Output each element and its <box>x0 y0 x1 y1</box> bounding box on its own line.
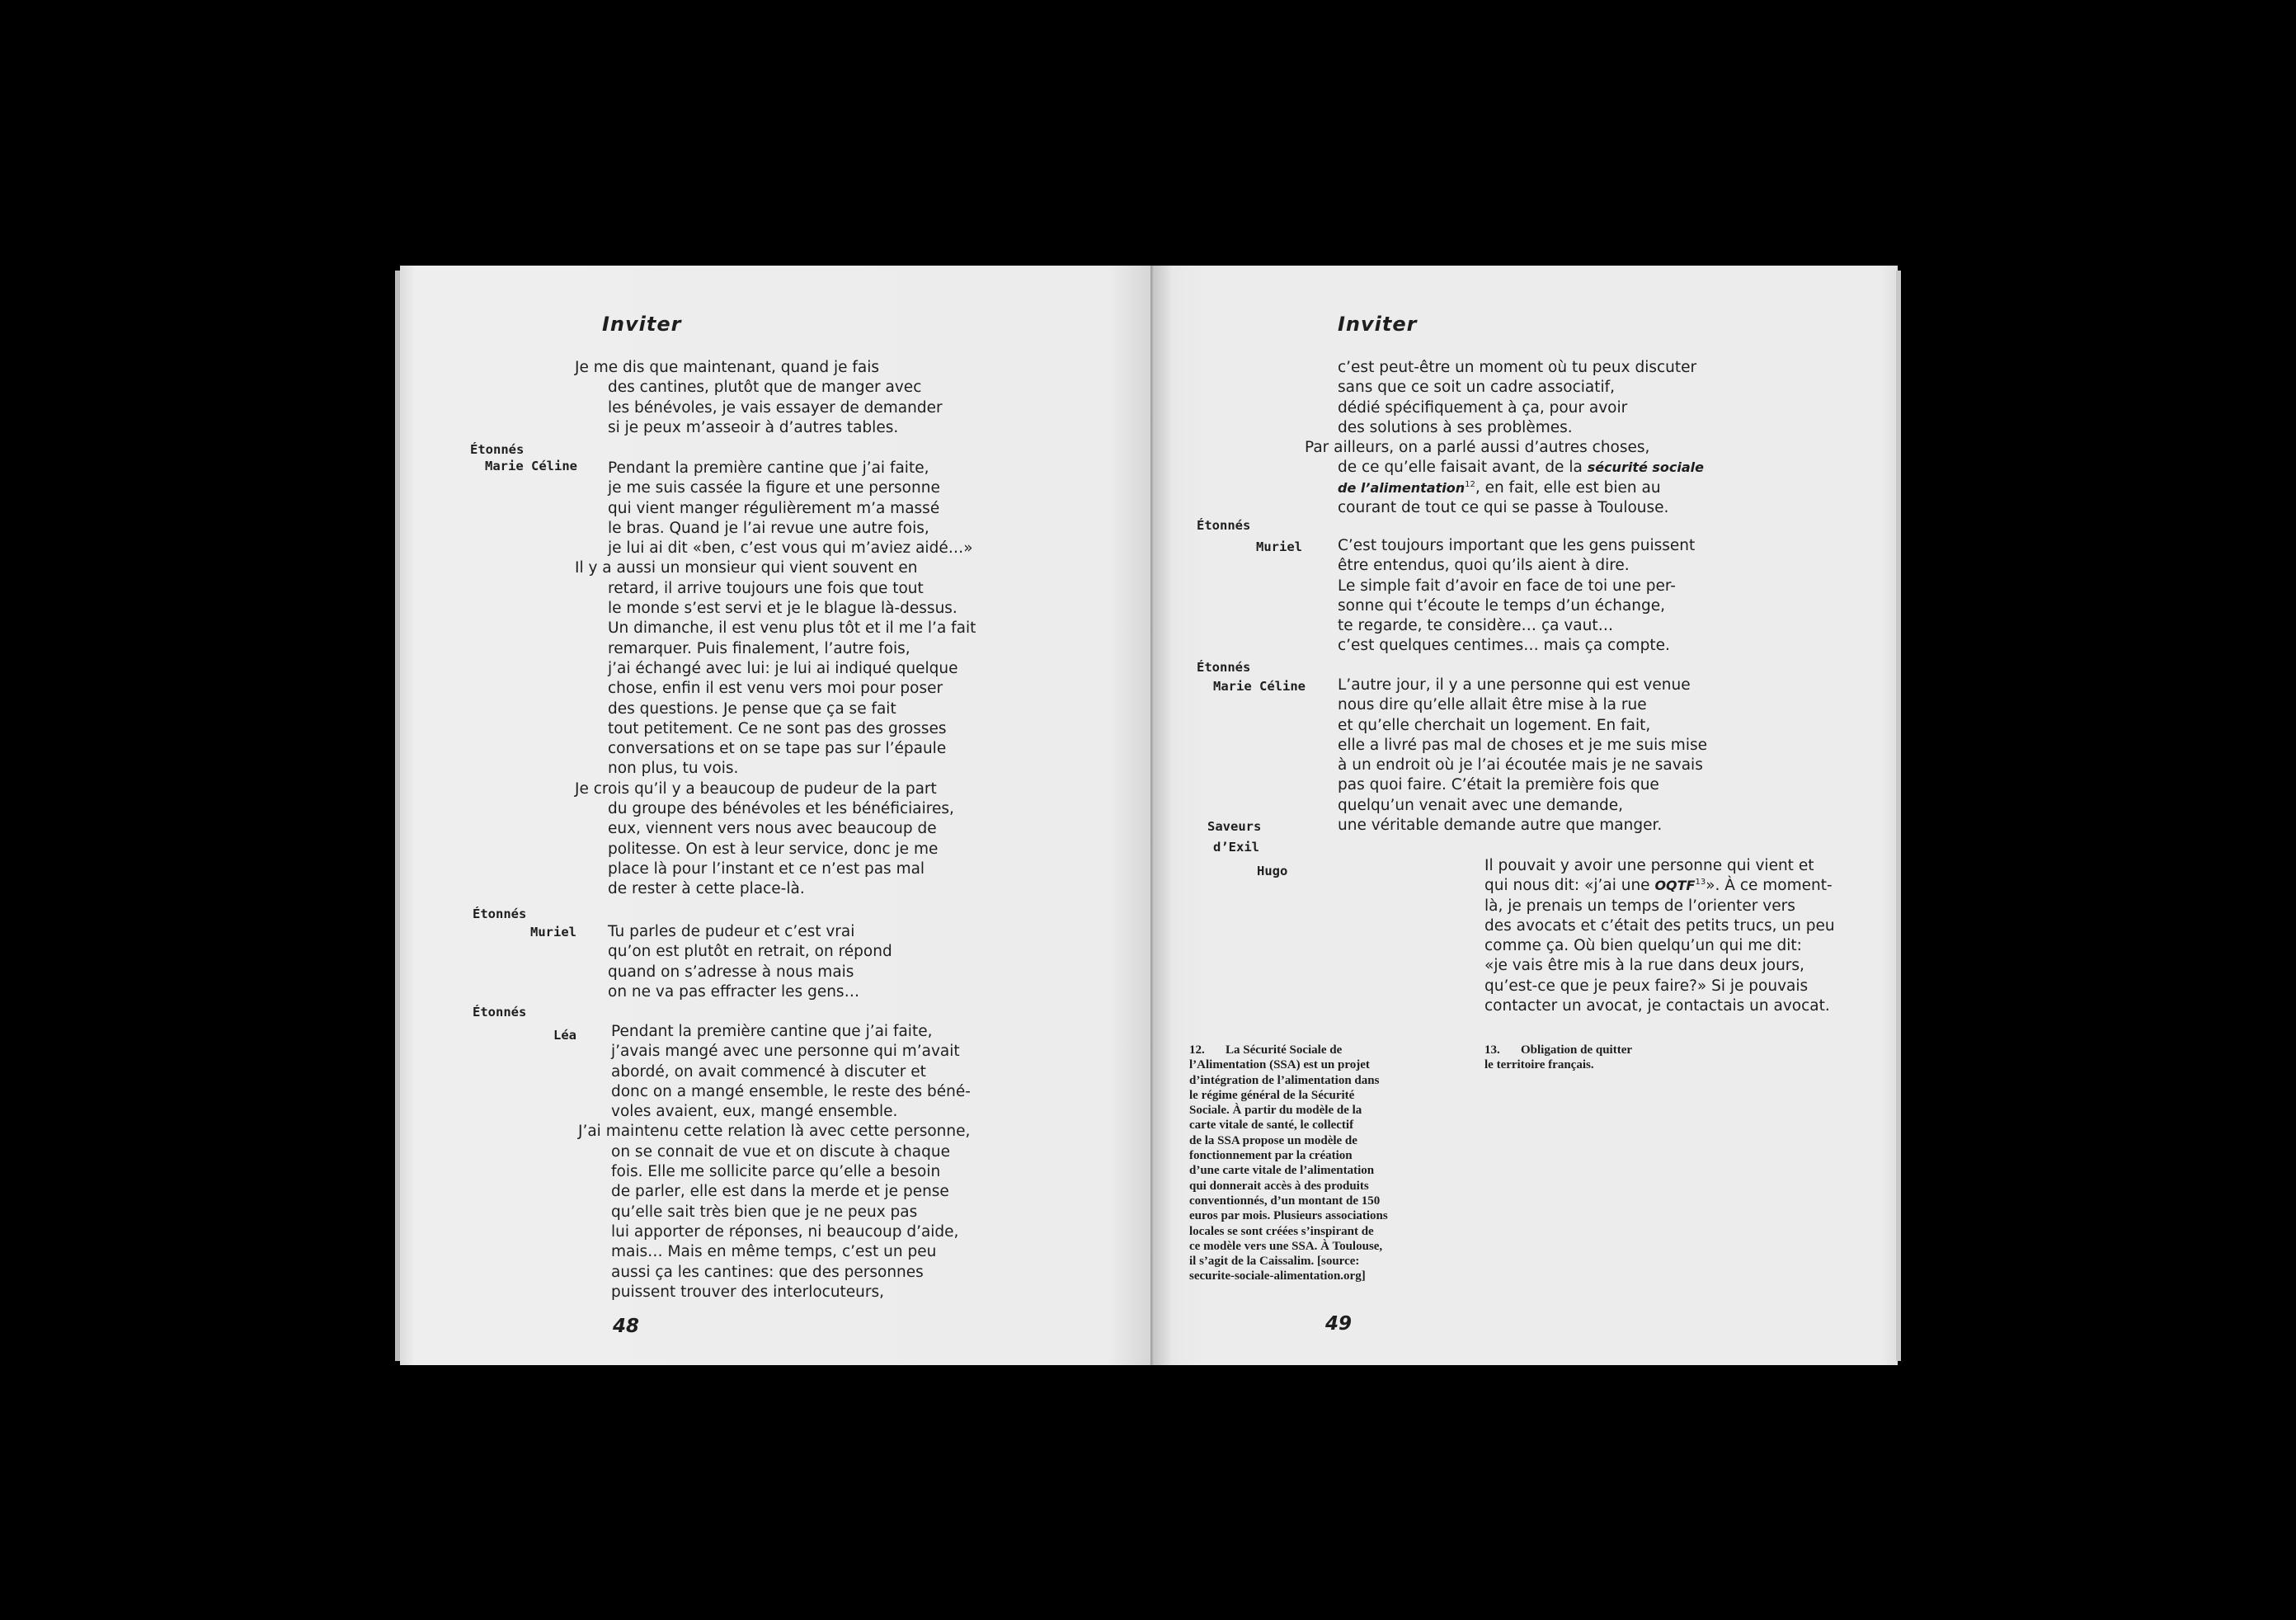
text-line: courant de tout ce qui se passe à Toulouse. <box>1338 499 1669 517</box>
text-line: donc on a mangé ensemble, le reste des béné- <box>611 1082 971 1100</box>
text-line: qu’on est plutôt en retrait, on répond <box>608 943 892 961</box>
text-block-marie-celine <box>575 459 976 900</box>
text-line: politesse. On est à leur service, donc je me <box>608 840 939 858</box>
text-line: une véritable demande autre que manger. <box>1338 817 1663 835</box>
text-line: contacter un avocat, je contactais un avocat. <box>1484 997 1830 1015</box>
text-block-muriel <box>608 922 892 1002</box>
footnote-line: fonctionnement par la création <box>1189 1149 1353 1163</box>
text-line: te regarde, te considère… ça vaut… <box>1338 617 1614 635</box>
text-line: Il pouvait y avoir une personne qui vient et <box>1484 857 1814 874</box>
text-line: de rester à cette place-là. <box>608 880 805 898</box>
text-line: dédié spécifiquement à ça, pour avoir <box>1338 398 1628 417</box>
text-line: si je peux m’asseoir à d’autres tables. <box>608 418 899 436</box>
text-line: j’avais mangé avec une personne qui m’avait <box>611 1043 960 1061</box>
text-line: du groupe des bénévoles et les bénéficiaires, <box>608 800 954 818</box>
text-line: pas quoi faire. C’était la première fois que <box>1338 776 1659 794</box>
footnote-line: locales se sont créées s’inspirant de <box>1189 1224 1374 1238</box>
footnote-ref[interactable]: 13 <box>1695 878 1706 888</box>
footnote-line: l’Alimentation (SSA) est un projet <box>1189 1058 1370 1072</box>
text-line: C’est toujours important que les gens puissent <box>1338 537 1696 554</box>
speaker-name: Muriel <box>1256 539 1302 554</box>
footnote-12 <box>1189 1043 1388 1284</box>
left-page <box>400 266 1155 1365</box>
text-line: quelqu’un venait avec une demande, <box>1338 796 1623 814</box>
text-line: le monde s’est servi et je le blague là-dessus. <box>608 600 957 618</box>
text-line: sonne qui t’écoute le temps d’un échange, <box>1338 596 1666 615</box>
running-title-left: Inviter <box>602 313 682 336</box>
oqtf-term: OQTF <box>1654 878 1696 894</box>
text-line: j’ai échangé avec lui: je lui ai indiqué quelque <box>608 659 958 677</box>
text-line: non plus, tu vois. <box>608 760 739 778</box>
speaker-name: Marie Céline <box>1213 679 1306 694</box>
text-line: Je crois qu’il y a beaucoup de pudeur de la part <box>575 779 937 798</box>
text-line: chose, enfin il est venu vers moi pour poser <box>608 680 943 698</box>
ssa-term-cont: de l’alimentation <box>1338 479 1466 496</box>
text-line: on ne va pas effracter les gens… <box>608 982 860 1001</box>
text-fragment: , en fait, elle est bien au <box>1475 478 1661 497</box>
speaker-group: Étonnés <box>1197 660 1251 675</box>
text-line: on se connait de vue et on discute à chaque <box>611 1142 950 1161</box>
footnote-line: d’intégration de l’alimentation dans <box>1189 1073 1380 1087</box>
footnote-line: carte vitale de santé, le collectif <box>1189 1118 1354 1133</box>
text-line: aussi ça les cantines: que des personnes <box>611 1263 924 1281</box>
page-number-left: 48 <box>613 1316 640 1337</box>
text-line: qu’est-ce que je peux faire?» Si je pouvais <box>1484 977 1809 995</box>
text-line: place là pour l’instant et ce n’est pas mal <box>608 859 925 878</box>
text-line: et qu’elle cherchait un logement. En fait, <box>1338 716 1651 734</box>
text-line: tout petitement. Ce ne sont pas des grosses <box>608 719 947 737</box>
page-number-right: 49 <box>1325 1313 1353 1335</box>
text-line: à un endroit où je l’ai écoutée mais je ne savais <box>1338 756 1703 775</box>
text-line: mais… Mais en même temps, c’est un peu <box>611 1243 937 1261</box>
text-line: eux, viennent vers nous avec beaucoup de <box>608 820 937 838</box>
footnote-line: le régime général de la Sécurité <box>1189 1088 1355 1102</box>
speaker-name: Muriel <box>530 925 576 940</box>
text-line <box>1484 876 1835 896</box>
text-line: quand on s’adresse à nous mais <box>608 963 854 981</box>
text-block-muriel-right <box>1338 536 1695 657</box>
text-line: comme ça. Où bien quelqu’un qui me dit: <box>1484 937 1802 955</box>
text-fragment: de ce qu’elle faisait avant, de la <box>1338 459 1583 477</box>
book-spread <box>400 266 1898 1365</box>
footnote-number: 13. <box>1484 1043 1500 1057</box>
text-line: nous dire qu’elle allait être mise à la rue <box>1338 696 1647 714</box>
text-line: des cantines, plutôt que de manger avec <box>608 379 922 397</box>
text-line: là, je prenais un temps de l’orienter vers <box>1484 897 1795 915</box>
footnote-line: de la SSA propose un modèle de <box>1189 1133 1357 1147</box>
footnote-line: d’une carte vitale de l’alimentation <box>1189 1164 1375 1178</box>
footnote-line: qui donnerait accès à des produits <box>1189 1179 1369 1193</box>
speaker-name: Marie Céline <box>485 459 577 473</box>
text-line: puissent trouver des interlocuteurs, <box>611 1283 885 1301</box>
text-block-lea <box>578 1022 971 1302</box>
speaker-group-cont: d’Exil <box>1213 840 1259 855</box>
speaker-group: Étonnés <box>470 442 525 457</box>
running-title-right: Inviter <box>1338 313 1418 336</box>
text-line: Un dimanche, il est venu plus tôt et il me l’a fait <box>608 619 976 638</box>
text-line: Il y a aussi un monsieur qui vient souvent en <box>575 559 918 577</box>
text-line: sans que ce soit un cadre associatif, <box>1338 379 1616 397</box>
text-line: qu’elle sait très bien que je ne peux pas <box>611 1203 918 1221</box>
text-line: elle a livré pas mal de choses et je me suis mise <box>1338 736 1707 754</box>
footnote-line: ce modèle vers une SSA. À Toulouse, <box>1189 1239 1383 1253</box>
text-line: des avocats et c’était des petits trucs, un peu <box>1484 916 1835 935</box>
footnote-line: conventionnés, d’un montant de 150 <box>1189 1194 1381 1208</box>
footnote-line: il s’agit de la Caissalim. [source: <box>1189 1255 1360 1269</box>
text-line: qui vient manger régulièrement m’a massé <box>608 499 940 517</box>
text-line: c’est peut-être un moment où tu peux discuter <box>1338 359 1697 376</box>
text-fragment: qui nous dit: «j’ai une <box>1484 877 1655 895</box>
text-line: le bras. Quand je l’ai revue une autre fois, <box>608 519 929 537</box>
text-line <box>1305 478 1704 498</box>
text-line: abordé, on avait commencé à discuter et <box>611 1062 926 1081</box>
text-line: Pendant la première cantine que j’ai faite, <box>608 459 929 477</box>
text-line: L’autre jour, il y a une personne qui est venue <box>1338 676 1691 694</box>
text-line: Je me dis que maintenant, quand je fais <box>575 359 879 376</box>
text-fragment: ». À ce moment- <box>1706 877 1833 895</box>
text-line: retard, il arrive toujours une fois que tout <box>608 579 924 597</box>
text-block-hugo <box>1484 856 1835 1016</box>
footnote-line <box>1189 1043 1388 1057</box>
footnote-13 <box>1484 1043 1632 1073</box>
text-line: des questions. Je pense que ça se fait <box>608 699 896 718</box>
speaker-group: Étonnés <box>1197 518 1251 533</box>
ssa-term: sécurité sociale <box>1587 459 1704 476</box>
text-line: J’ai maintenu cette relation là avec cette personne, <box>578 1123 971 1141</box>
text-line: de parler, elle est dans la merde et je pense <box>611 1183 949 1201</box>
page-edge-right <box>1896 271 1901 1361</box>
footnote-number: 12. <box>1189 1043 1205 1057</box>
footnote-line <box>1484 1043 1632 1057</box>
text-line: voles avaient, eux, mangé ensemble. <box>611 1103 898 1121</box>
text-line: c’est quelques centimes… mais ça compte. <box>1338 637 1670 655</box>
footnote-line: le territoire français. <box>1484 1058 1594 1072</box>
text-line: Par ailleurs, on a parlé aussi d’autres choses, <box>1305 439 1650 457</box>
footnote-ref[interactable]: 12 <box>1465 479 1475 489</box>
text-line: les bénévoles, je vais essayer de demander <box>608 398 943 417</box>
footnote-line: securite-sociale-alimentation.org] <box>1189 1269 1366 1283</box>
footnote-text: Obligation de quitter <box>1521 1043 1633 1057</box>
speaker-group: Étonnés <box>473 1005 527 1020</box>
text-line: conversations et on se tape pas sur l’épaule <box>608 740 947 758</box>
text-line <box>1305 458 1704 478</box>
text-line: remarquer. Puis finalement, l’autre fois, <box>608 639 910 657</box>
speaker-name: Léa <box>553 1028 576 1043</box>
text-line: Tu parles de pudeur et c’est vrai <box>608 923 855 940</box>
right-page <box>1155 266 1898 1365</box>
text-line: «je vais être mis à la rue dans deux jours, <box>1484 957 1804 975</box>
text-block-marie-celine-right <box>1338 676 1707 836</box>
text-line: je me suis cassée la figure et une personne <box>608 479 940 497</box>
text-line: être entendus, quoi qu’ils aient à dire. <box>1338 557 1630 575</box>
text-line: des solutions à ses problèmes. <box>1338 418 1573 436</box>
text-block-intro <box>575 358 943 438</box>
footnote-line: euros par mois. Plusieurs associations <box>1189 1209 1388 1223</box>
text-line: lui apporter de réponses, ni beaucoup d’aide, <box>611 1222 959 1241</box>
speaker-group: Étonnés <box>473 907 527 921</box>
footnote-text: La Sécurité Sociale de <box>1226 1043 1343 1057</box>
footnote-line: Sociale. À partir du modèle de la <box>1189 1104 1362 1118</box>
text-block-continuation <box>1305 358 1704 518</box>
text-line: fois. Elle me sollicite parce qu’elle a besoin <box>611 1163 941 1181</box>
text-line: je lui ai dit «ben, c’est vous qui m’aviez aidé…» <box>608 539 973 558</box>
text-line: Le simple fait d’avoir en face de toi une per- <box>1338 577 1676 595</box>
speaker-name: Hugo <box>1257 864 1288 878</box>
speaker-group: Saveurs <box>1207 819 1262 834</box>
text-line: Pendant la première cantine que j’ai faite, <box>611 1023 933 1040</box>
